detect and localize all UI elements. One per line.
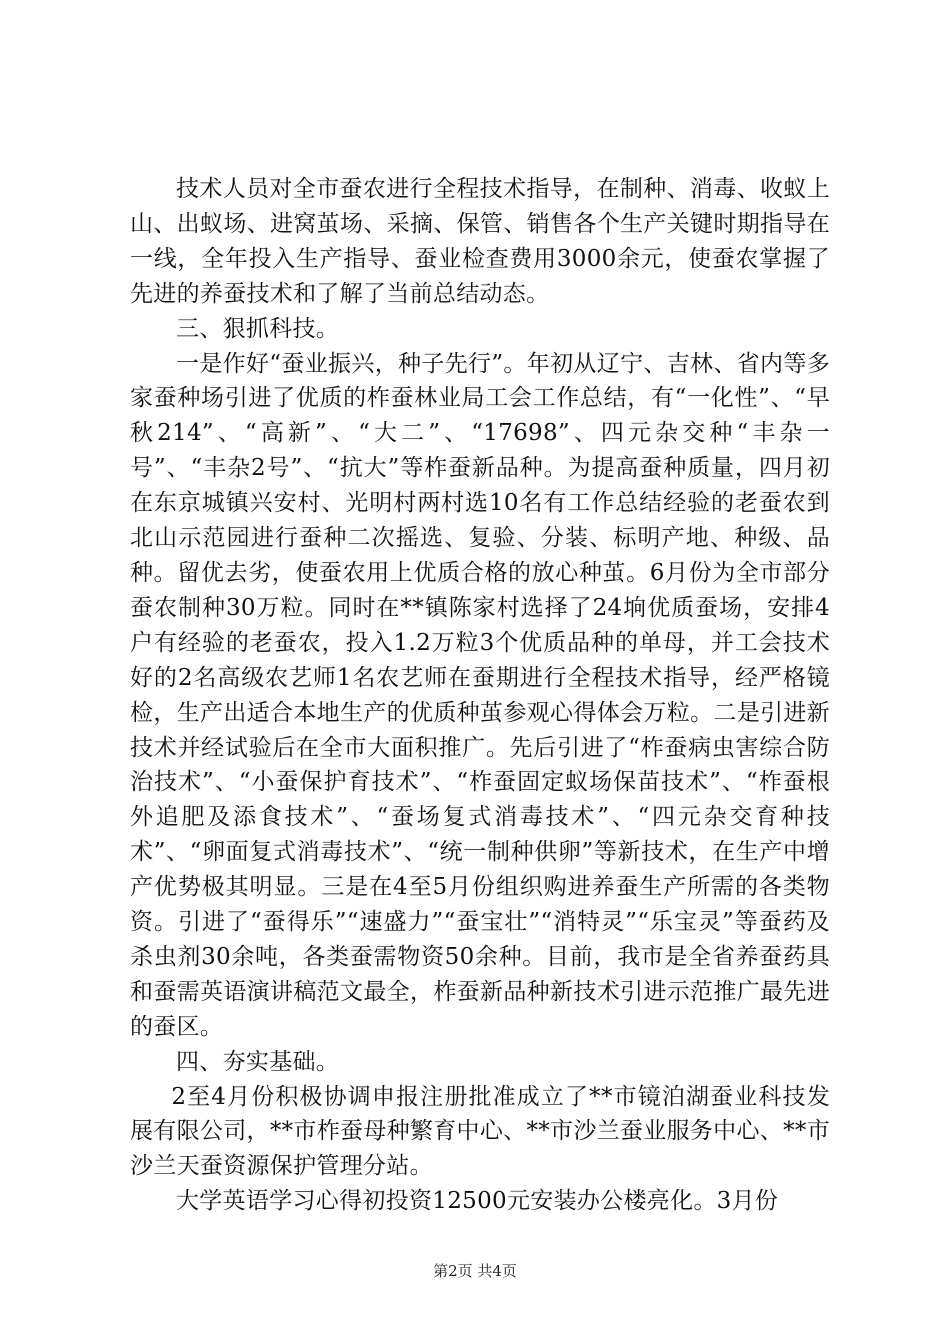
section-heading-science-tech: 三、狠抓科技。 (176, 315, 340, 342)
paragraph-investment: 大学英语学习心得初投资12500元安装办公楼亮化。3月份 (176, 1188, 779, 1215)
document-body (130, 172, 830, 1219)
paragraph-science-tech: 一是作好“蚕业振兴，种子先行”。年初从辽宁、吉林、省内等多家蚕种场引进了优质的柞蚕林业局工会工作总结，有“一化性”、“早秋214”、“高新”、“大二”、“17698”、四元杂交种“丰杂一号”、“丰杂2号”、“抗大”等柞蚕新品种。为提高蚕种质量，四月初在东京城镇兴安村、光明村两村选10名有工作总结经验的老蚕农到北山示范园进行蚕种二次摇选、复验、分装、标明产地、种级、品种。留优去劣，使蚕农用上优质合格的放心种茧。6月份为全市部分蚕农制种30万粒。同时在**镇陈家村选择了24垧优质蚕场，安排4户有经验的老蚕农，投入1.2万粒3个优质品种的单母，并工会技术好的2名高级农艺师1名农艺师在蚕期进行全程技术指导，经严格镜检，生产出适合本地生产的优质种茧参观心得体会万粒。二是引进新技术并经试验后在全市大面积推广。先后引进了“柞蚕病虫害综合防治技术”、“小蚕保护育技术”、“柞蚕固定蚁场保苗技术”、“柞蚕根外追肥及添食技术”、“蚕场复式消毒技术”、“四元杂交育种技术”、“卵面复式消毒技术”、“统一制种供卵”等新技术，在生产中增产优势极其明显。三是在4至5月份组织购进养蚕生产所需的各类物资。引进了“蚕得乐”“速盛力”“蚕宝壮”“消特灵”“乐宝灵”等蚕药及杀虫剂30余吨，各类蚕需物资50余种。目前，我市是全省养蚕药具和蚕需英语演讲稿范文最全，柞蚕新品种新技术引进示范推广最先进的蚕区。 (130, 350, 830, 1040)
page-footer: 第2页 共4页 (433, 1262, 517, 1280)
section-heading-foundation: 四、夯实基础。 (176, 1048, 340, 1075)
paragraph-foundation: 2至4月份积极协调申报注册批准成立了**市镜泊湖蚕业科技发展有限公司，**市柞蚕母种繁育中心、**市沙兰蚕业服务中心、**市沙兰天蚕资源保护管理分站。 (130, 1083, 830, 1180)
paragraph-technical-guidance: 技术人员对全市蚕农进行全程技术指导，在制种、消毒、收蚁上山、出蚁场、进窝茧场、采摘、保管、销售各个生产关键时期指导在一线，全年投入生产指导、蚕业检查费用3000余元，使蚕农掌握了先进的养蚕技术和了解了当前总结动态。 (130, 176, 830, 307)
